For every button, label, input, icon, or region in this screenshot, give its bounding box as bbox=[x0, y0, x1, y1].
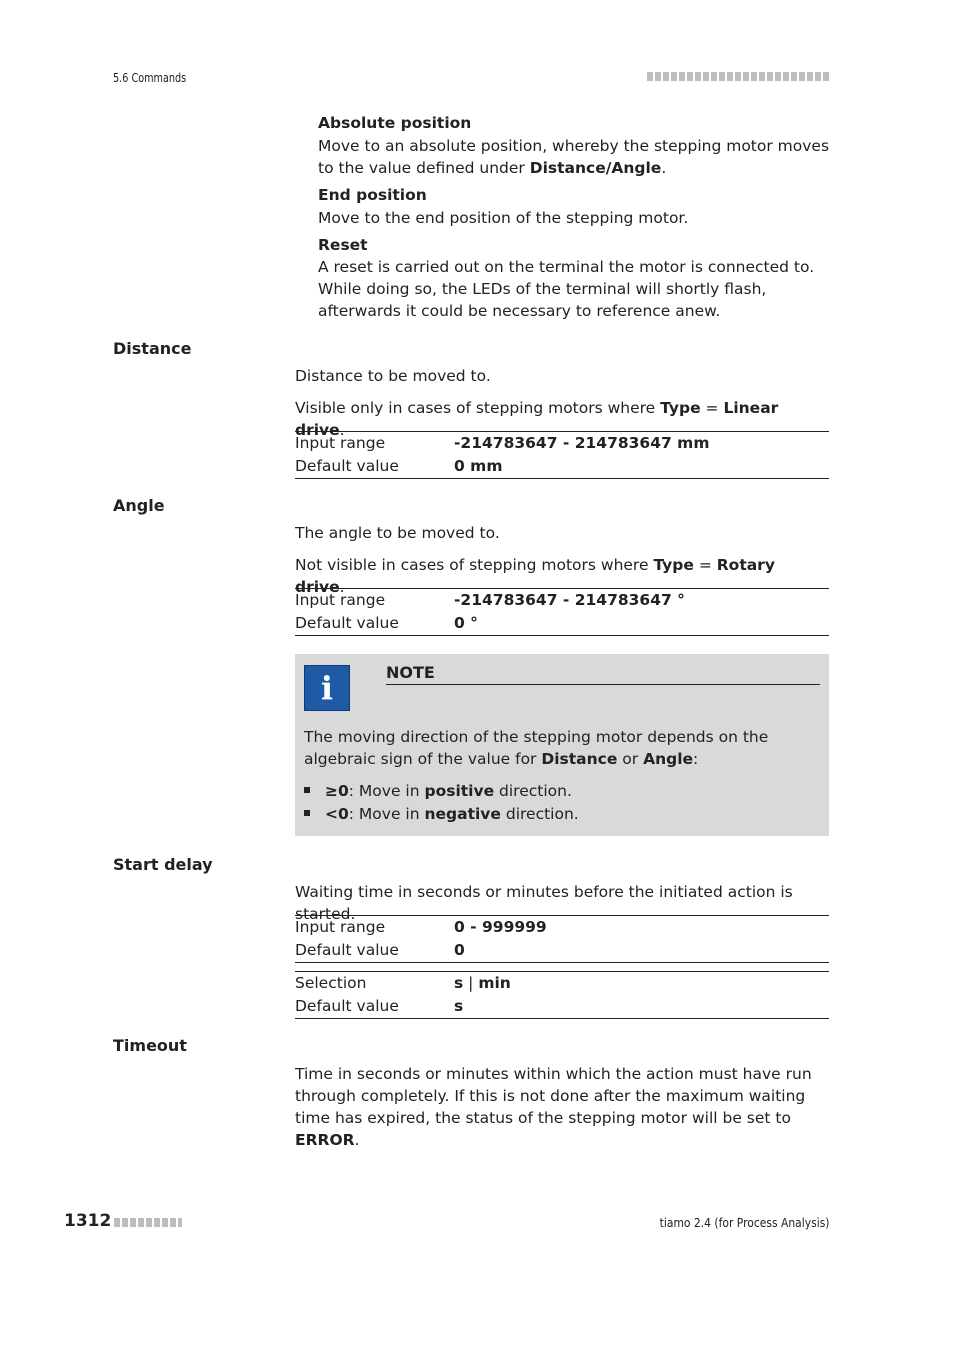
option-text-absolute-position: Move to an absolute position, whereby the stepping motor moves to the value defined under Distance/Angle. bbox=[318, 137, 830, 177]
table-row: Default value 0 mm bbox=[295, 457, 503, 475]
footer-product: tiamo 2.4 (for Process Analysis) bbox=[659, 1215, 829, 1230]
bullet-icon bbox=[304, 787, 310, 793]
option-text-reset: A reset is carried out on the terminal the motor is connected to. While doing so, the LEDs of the terminal will shortly flash, afterwards it could be necessary to reference anew. bbox=[318, 258, 815, 320]
table-row: Input range 0 - 999999 bbox=[295, 918, 547, 936]
option-title-absolute-position: Absolute position bbox=[318, 114, 472, 132]
table-row: Input range -214783647 - 214783647 ° bbox=[295, 591, 685, 609]
start-delay-table bbox=[295, 915, 829, 963]
note-title: NOTE bbox=[386, 663, 820, 685]
footer-decoration bbox=[114, 1218, 182, 1227]
option-title-reset: Reset bbox=[318, 236, 368, 254]
page-number: 1312 bbox=[64, 1211, 112, 1231]
section-title-distance: Distance bbox=[113, 339, 192, 358]
list-item: <0: Move in negative direction. bbox=[304, 803, 579, 825]
option-title-end-position: End position bbox=[318, 186, 427, 204]
timeout-description: Time in seconds or minutes within which the action must have run through completely. If this is not done after the maximum waiting time has expired, the status of the stepping motor will be set to ERROR. bbox=[295, 1065, 812, 1149]
section-title-timeout: Timeout bbox=[113, 1036, 187, 1055]
distance-description: Distance to be moved to. bbox=[295, 367, 491, 385]
distance-visibility: Visible only in cases of stepping motors where Type = Linear drive. bbox=[295, 399, 779, 439]
angle-visibility: Not visible in cases of stepping motors where Type = Rotary drive. bbox=[295, 556, 775, 596]
header-decoration bbox=[647, 72, 829, 81]
table-row: Input range -214783647 - 214783647 mm bbox=[295, 434, 710, 452]
start-delay-unit-table bbox=[295, 971, 829, 1019]
bullet-icon bbox=[304, 810, 310, 816]
list-item: ≥0: Move in positive direction. bbox=[304, 780, 572, 802]
option-text-end-position: Move to the end position of the stepping motor. bbox=[318, 209, 689, 227]
start-delay-description: Waiting time in seconds or minutes before the initiated action is started. bbox=[295, 883, 793, 923]
angle-table bbox=[295, 588, 829, 636]
note-text: The moving direction of the stepping motor depends on the algebraic sign of the value for Distance or Angle: bbox=[304, 728, 769, 768]
table-row: Default value 0 bbox=[295, 941, 465, 959]
table-row: Selection s | min bbox=[295, 974, 511, 992]
distance-table bbox=[295, 431, 829, 479]
header-section: 5.6 Commands bbox=[113, 70, 187, 85]
section-title-angle: Angle bbox=[113, 496, 165, 515]
table-row: Default value s bbox=[295, 997, 464, 1015]
section-title-start-delay: Start delay bbox=[113, 855, 213, 874]
info-icon: i bbox=[304, 665, 350, 711]
table-row: Default value 0 ° bbox=[295, 614, 478, 632]
angle-description: The angle to be moved to. bbox=[295, 524, 500, 542]
